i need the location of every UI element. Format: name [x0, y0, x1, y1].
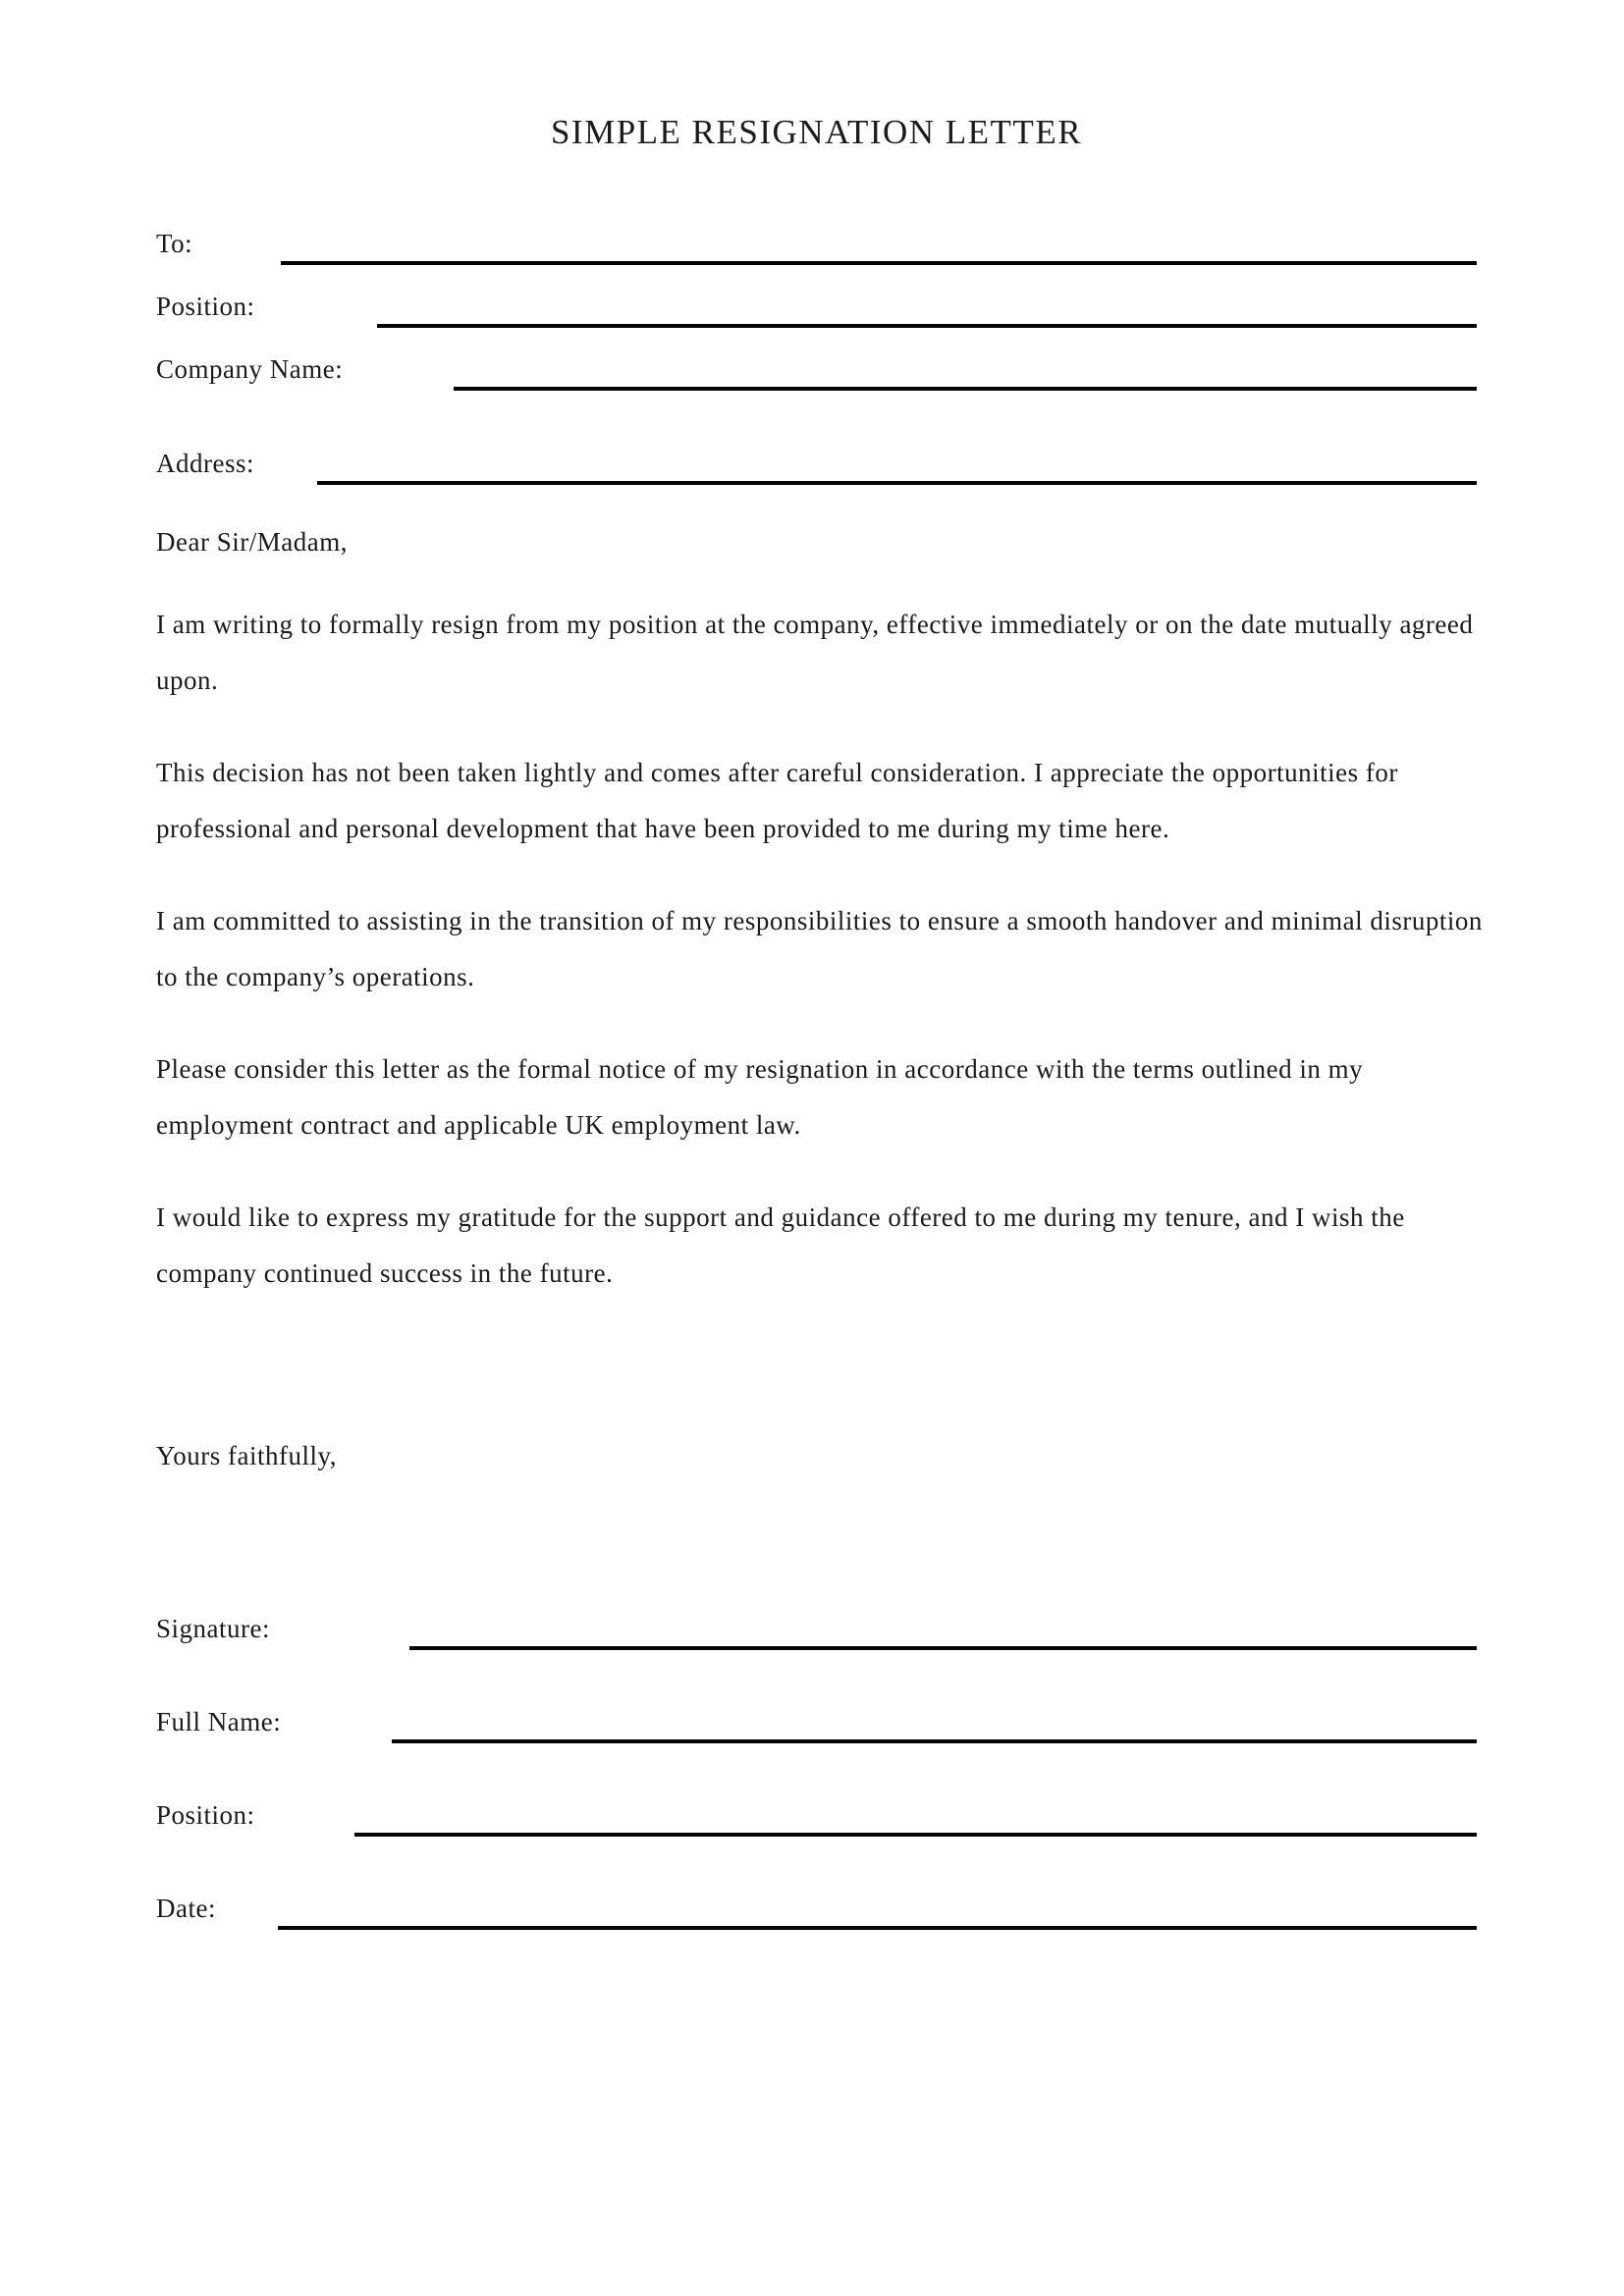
company-name-field-row [156, 347, 1477, 391]
paragraph-line: This decision has not been taken lightly and comes after careful consideration. I appreciate the opportunities for [156, 758, 1398, 787]
company-name-field-line[interactable] [454, 347, 1477, 391]
paragraph-line: company continued success in the future. [156, 1258, 614, 1288]
to-field-line[interactable] [281, 222, 1477, 265]
full-name-field-line[interactable] [392, 1700, 1477, 1743]
paragraph-line: employment contract and applicable UK employment law. [156, 1110, 801, 1140]
paragraph-line: Please consider this letter as the formal notice of my resignation in accordance with the terms outlined in my [156, 1054, 1364, 1084]
date-field-row [156, 1887, 1477, 1930]
position-field-row [156, 285, 1477, 328]
full-name-field-row [156, 1700, 1477, 1743]
paragraph-line: to the company’s operations. [156, 962, 475, 991]
address-field-label: Address: [156, 449, 254, 478]
letter-title: SIMPLE RESIGNATION LETTER [550, 113, 1083, 151]
date-field-label: Date: [156, 1894, 216, 1923]
paragraph [156, 893, 1483, 1005]
recipient-fields-section [156, 222, 1477, 485]
signature-field-row [156, 1607, 1477, 1650]
position-field-line[interactable] [377, 285, 1477, 328]
signer-position-field-line[interactable] [354, 1793, 1477, 1837]
letter-body [156, 597, 1483, 1302]
address-field-row [156, 442, 1477, 485]
date-field-line[interactable] [278, 1887, 1477, 1930]
paragraph-line: I am writing to formally resign from my position at the company, effective immediately or on the date mutually agreed [156, 610, 1474, 639]
paragraph-line: upon. [156, 666, 219, 695]
to-field-row [156, 222, 1477, 265]
signature-field-line[interactable] [409, 1607, 1477, 1650]
paragraph-line: professional and personal development that have been provided to me during my time here. [156, 814, 1170, 843]
paragraph [156, 1041, 1477, 1153]
paragraph-line: I would like to express my gratitude for the support and guidance offered to me during my tenure, and I wish the [156, 1202, 1405, 1232]
signature-field-label: Signature: [156, 1614, 270, 1643]
company-name-field-label: Company Name: [156, 354, 344, 384]
paragraph [156, 745, 1477, 857]
salutation: Dear Sir/Madam, [156, 527, 348, 557]
paragraph [156, 597, 1477, 709]
closing-valediction: Yours faithfully, [156, 1441, 338, 1470]
position-field-label: Position: [156, 292, 255, 321]
to-field-label: To: [156, 229, 193, 258]
signer-position-field-label: Position: [156, 1800, 255, 1830]
paragraph [156, 1190, 1477, 1302]
paragraph-line: I am committed to assisting in the transition of my responsibilities to ensure a smooth handover and minimal disruption [156, 906, 1483, 935]
signer-position-field-row [156, 1793, 1477, 1837]
address-field-line[interactable] [317, 442, 1477, 485]
full-name-field-label: Full Name: [156, 1707, 282, 1736]
signature-fields-section [156, 1607, 1477, 1930]
